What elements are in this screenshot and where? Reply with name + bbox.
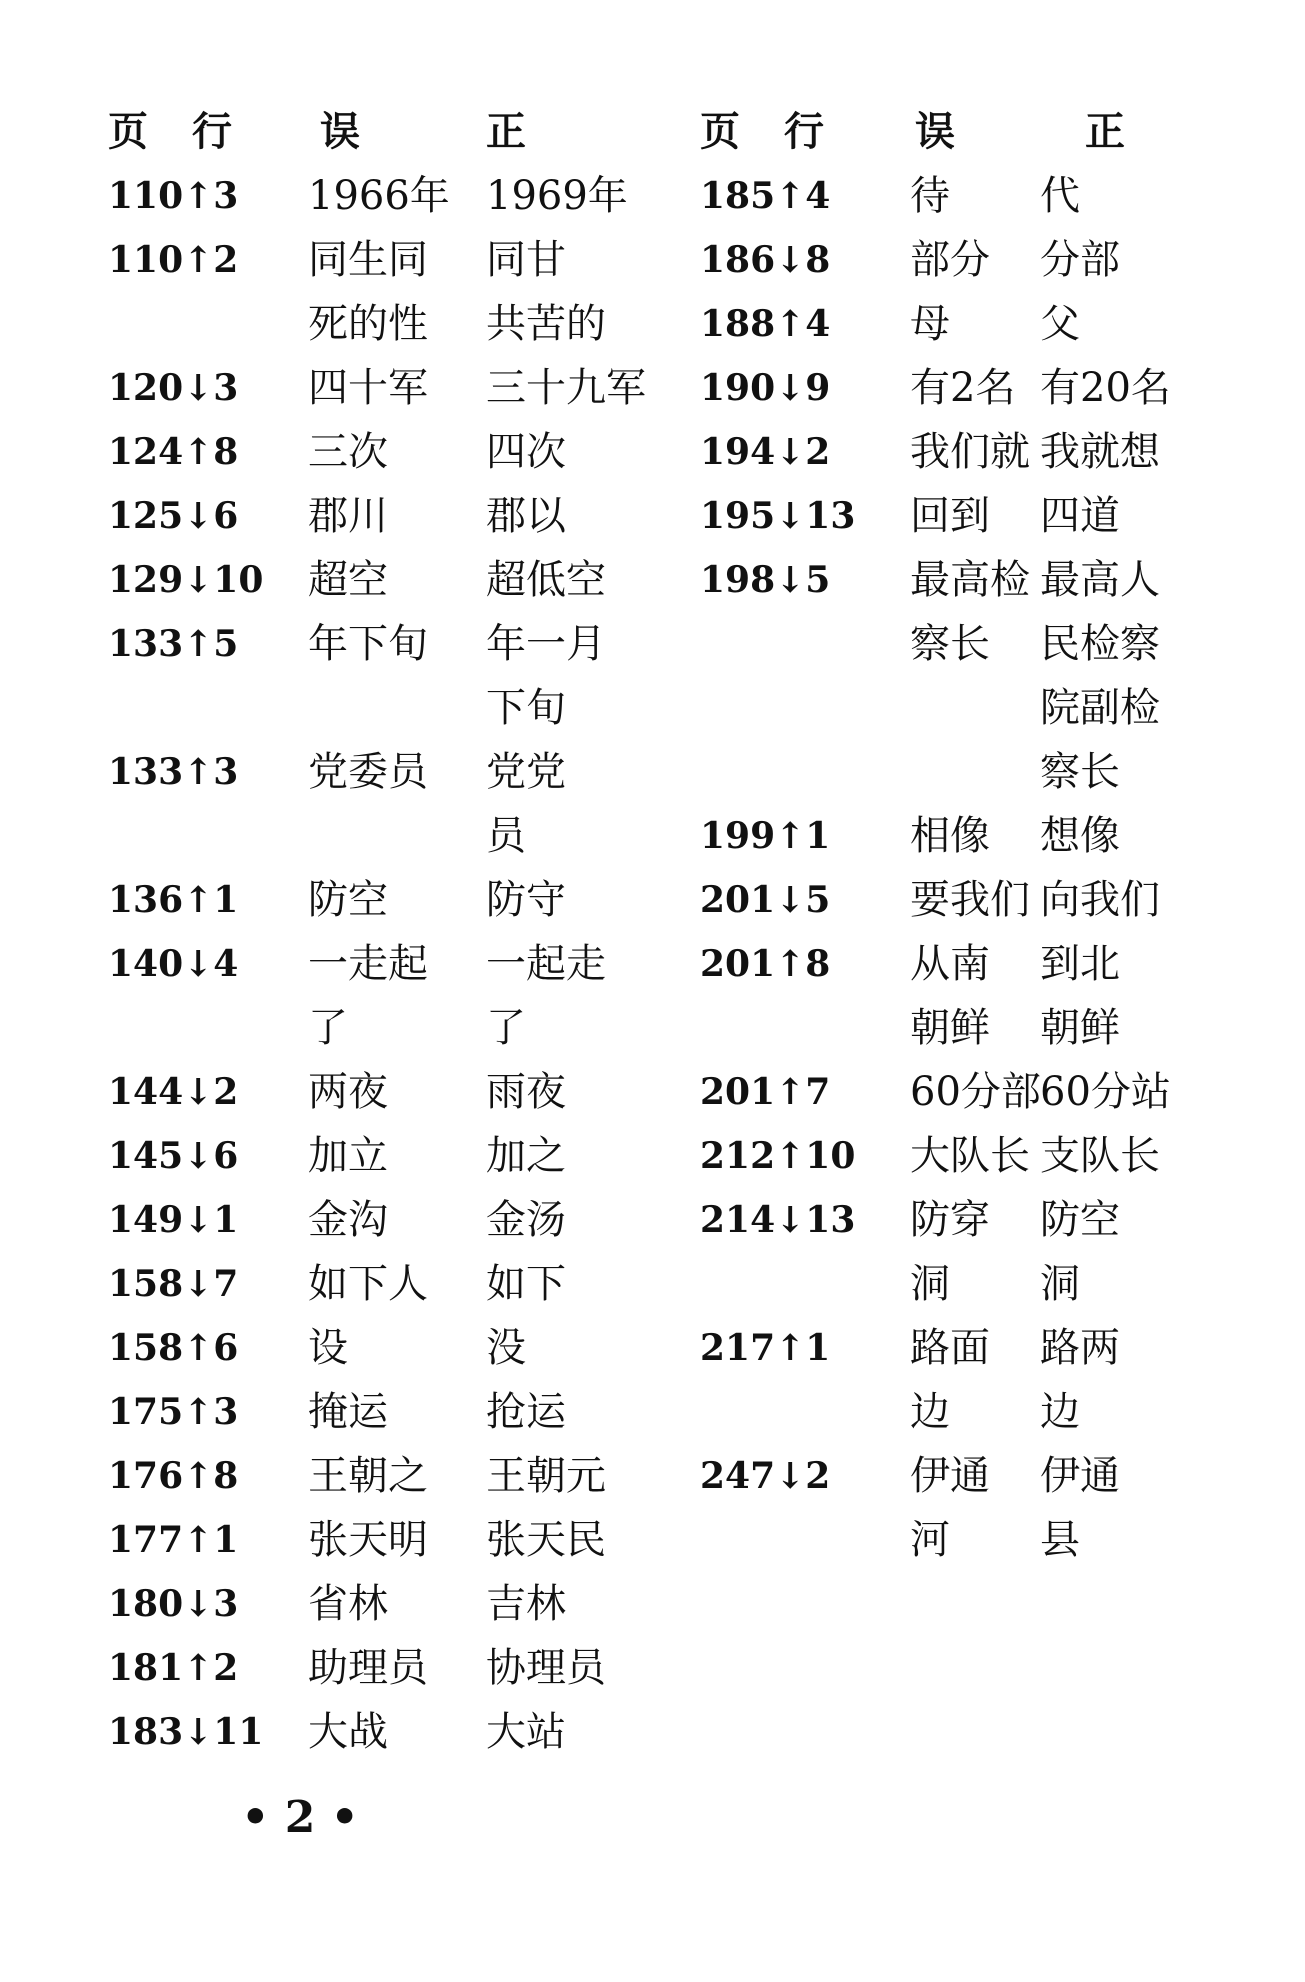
- errata-wrong-text: 两夜: [308, 1069, 388, 1115]
- errata-wrong-text: 王朝之: [308, 1453, 428, 1499]
- errata-page-line: 110↑2: [108, 239, 239, 281]
- errata-correct-text: 雨夜: [486, 1069, 566, 1115]
- errata-correct-text: 员: [486, 813, 526, 859]
- errata-page-line: 133↑3: [108, 751, 239, 793]
- errata-page-line: 176↑8: [108, 1455, 239, 1497]
- errata-correct-text: 朝鲜: [1040, 1005, 1120, 1051]
- errata-correct-text: 伊通: [1040, 1453, 1120, 1499]
- errata-wrong-text: 我们就: [910, 429, 1030, 475]
- errata-page-line: 201↑7: [700, 1071, 831, 1113]
- errata-correct-text: 三十九军: [486, 365, 646, 411]
- errata-page-line: 124↑8: [108, 431, 239, 473]
- errata-page-line: 194↓2: [700, 431, 831, 473]
- errata-wrong-text: 要我们: [910, 877, 1030, 923]
- errata-page-line: 183↓11: [108, 1711, 264, 1753]
- errata-correct-text: 防守: [486, 877, 566, 923]
- errata-page-line: 125↓6: [108, 495, 239, 537]
- errata-correct-text: 察长: [1040, 749, 1120, 795]
- errata-page-line: 175↑3: [108, 1391, 239, 1433]
- errata-correct-text: 院副检: [1040, 685, 1160, 731]
- errata-page-line: 247↓2: [700, 1455, 831, 1497]
- errata-wrong-text: 设: [308, 1325, 348, 1371]
- errata-wrong-text: 三次: [308, 429, 388, 475]
- errata-page-line: 120↓3: [108, 367, 239, 409]
- errata-wrong-text: 有2名: [910, 365, 1016, 411]
- errata-correct-text: 洞: [1040, 1261, 1080, 1307]
- errata-wrong-text: 从南: [910, 941, 990, 987]
- errata-correct-text: 向我们: [1040, 877, 1160, 923]
- errata-page-line: 199↑1: [700, 815, 831, 857]
- errata-correct-text: 到北: [1040, 941, 1120, 987]
- errata-page-line: 144↓2: [108, 1071, 239, 1113]
- errata-wrong-text: 部分: [910, 237, 990, 283]
- errata-correct-text: 60分站: [1040, 1069, 1171, 1115]
- errata-wrong-text: 60分部: [910, 1069, 1041, 1115]
- errata-wrong-text: 河: [910, 1517, 950, 1563]
- errata-page-line: 158↓7: [108, 1263, 239, 1305]
- errata-page-line: 129↓10: [108, 559, 264, 601]
- errata-correct-text: 王朝元: [486, 1453, 606, 1499]
- errata-wrong-text: 洞: [910, 1261, 950, 1307]
- errata-correct-text: 年一月: [486, 621, 606, 667]
- errata-wrong-text: 伊通: [910, 1453, 990, 1499]
- errata-correct-text: 防空: [1040, 1197, 1120, 1243]
- errata-wrong-text: 四十军: [308, 365, 428, 411]
- errata-wrong-text: 大队长: [910, 1133, 1030, 1179]
- errata-correct-text: 郡以: [486, 493, 566, 539]
- errata-correct-text: 1969年: [486, 173, 628, 219]
- errata-page-line: 140↓4: [108, 943, 239, 985]
- errata-correct-text: 四次: [486, 429, 566, 475]
- errata-wrong-text: 回到: [910, 493, 990, 539]
- errata-correct-text: 下旬: [486, 685, 566, 731]
- errata-correct-text: 边: [1040, 1389, 1080, 1435]
- header-correct: 正: [1085, 108, 1125, 155]
- errata-page-line: 198↓5: [700, 559, 831, 601]
- errata-page-line: 181↑2: [108, 1647, 239, 1689]
- errata-wrong-text: 最高检: [910, 557, 1030, 603]
- errata-correct-text: 共苦的: [486, 301, 606, 347]
- errata-wrong-text: 防空: [308, 877, 388, 923]
- errata-page-line: 195↓13: [700, 495, 856, 537]
- errata-wrong-text: 金沟: [308, 1197, 388, 1243]
- errata-correct-text: 代: [1040, 173, 1080, 219]
- errata-correct-text: 我就想: [1040, 429, 1160, 475]
- errata-correct-text: 超低空: [486, 557, 606, 603]
- errata-page-line: 149↓1: [108, 1199, 239, 1241]
- errata-page-line: 214↓13: [700, 1199, 856, 1241]
- errata-page-line: 217↑1: [700, 1327, 831, 1369]
- errata-correct-text: 没: [486, 1325, 526, 1371]
- errata-correct-text: 县: [1040, 1517, 1080, 1563]
- errata-correct-text: 父: [1040, 301, 1080, 347]
- errata-wrong-text: 1966年: [308, 173, 450, 219]
- errata-page-line: 177↑1: [108, 1519, 239, 1561]
- header-wrong: 误: [915, 108, 955, 155]
- errata-wrong-text: 年下旬: [308, 621, 428, 667]
- errata-page-line: 158↑6: [108, 1327, 239, 1369]
- errata-page-line: 190↓9: [700, 367, 831, 409]
- errata-correct-text: 分部: [1040, 237, 1120, 283]
- errata-correct-text: 路两: [1040, 1325, 1120, 1371]
- page-number: • 2 •: [241, 1792, 359, 1843]
- errata-correct-text: 张天民: [486, 1517, 606, 1563]
- errata-wrong-text: 张天明: [308, 1517, 428, 1563]
- errata-correct-text: 金汤: [486, 1197, 566, 1243]
- errata-wrong-text: 省林: [308, 1581, 388, 1627]
- errata-correct-text: 四道: [1040, 493, 1120, 539]
- errata-wrong-text: 待: [910, 173, 950, 219]
- errata-wrong-text: 了: [308, 1005, 348, 1051]
- errata-correct-text: 大站: [486, 1709, 566, 1755]
- header-wrong: 误: [320, 108, 360, 155]
- errata-wrong-text: 郡川: [308, 493, 388, 539]
- header-page-line: 页行: [700, 108, 868, 155]
- errata-correct-text: 协理员: [486, 1645, 606, 1691]
- errata-page-line: 188↑4: [700, 303, 831, 345]
- errata-wrong-text: 一走起: [308, 941, 428, 987]
- errata-wrong-text: 死的性: [308, 301, 428, 347]
- errata-page-line: 110↑3: [108, 175, 239, 217]
- errata-correct-text: 最高人: [1040, 557, 1160, 603]
- errata-correct-text: 党党: [486, 749, 566, 795]
- errata-page-line: 201↑8: [700, 943, 831, 985]
- errata-page-line: 186↓8: [700, 239, 831, 281]
- errata-wrong-text: 掩运: [308, 1389, 388, 1435]
- errata-page-line: 136↑1: [108, 879, 239, 921]
- errata-correct-text: 民检察: [1040, 621, 1160, 667]
- errata-correct-text: 想像: [1040, 813, 1120, 859]
- errata-correct-text: 一起走: [486, 941, 606, 987]
- errata-correct-text: 抢运: [486, 1389, 566, 1435]
- errata-correct-text: 同甘: [486, 237, 566, 283]
- errata-wrong-text: 大战: [308, 1709, 388, 1755]
- errata-wrong-text: 同生同: [308, 237, 428, 283]
- errata-page-line: 201↓5: [700, 879, 831, 921]
- errata-correct-text: 支队长: [1040, 1133, 1160, 1179]
- errata-wrong-text: 朝鲜: [910, 1005, 990, 1051]
- errata-wrong-text: 超空: [308, 557, 388, 603]
- header-correct: 正: [486, 108, 526, 155]
- errata-wrong-text: 相像: [910, 813, 990, 859]
- errata-wrong-text: 加立: [308, 1133, 388, 1179]
- errata-page-line: 185↑4: [700, 175, 831, 217]
- header-page-line: 页行: [108, 108, 276, 155]
- errata-page-line: 145↓6: [108, 1135, 239, 1177]
- errata-wrong-text: 察长: [910, 621, 990, 667]
- errata-correct-text: 加之: [486, 1133, 566, 1179]
- errata-correct-text: 如下: [486, 1261, 566, 1307]
- errata-wrong-text: 助理员: [308, 1645, 428, 1691]
- errata-page-line: 180↓3: [108, 1583, 239, 1625]
- errata-wrong-text: 边: [910, 1389, 950, 1435]
- errata-wrong-text: 防穿: [910, 1197, 990, 1243]
- errata-page-line: 133↑5: [108, 623, 239, 665]
- errata-page-line: 212↑10: [700, 1135, 856, 1177]
- errata-correct-text: 有20名: [1040, 365, 1171, 411]
- errata-correct-text: 吉林: [486, 1581, 566, 1627]
- errata-correct-text: 了: [486, 1005, 526, 1051]
- errata-wrong-text: 路面: [910, 1325, 990, 1371]
- errata-wrong-text: 如下人: [308, 1261, 428, 1307]
- errata-wrong-text: 母: [910, 301, 950, 347]
- errata-wrong-text: 党委员: [308, 749, 428, 795]
